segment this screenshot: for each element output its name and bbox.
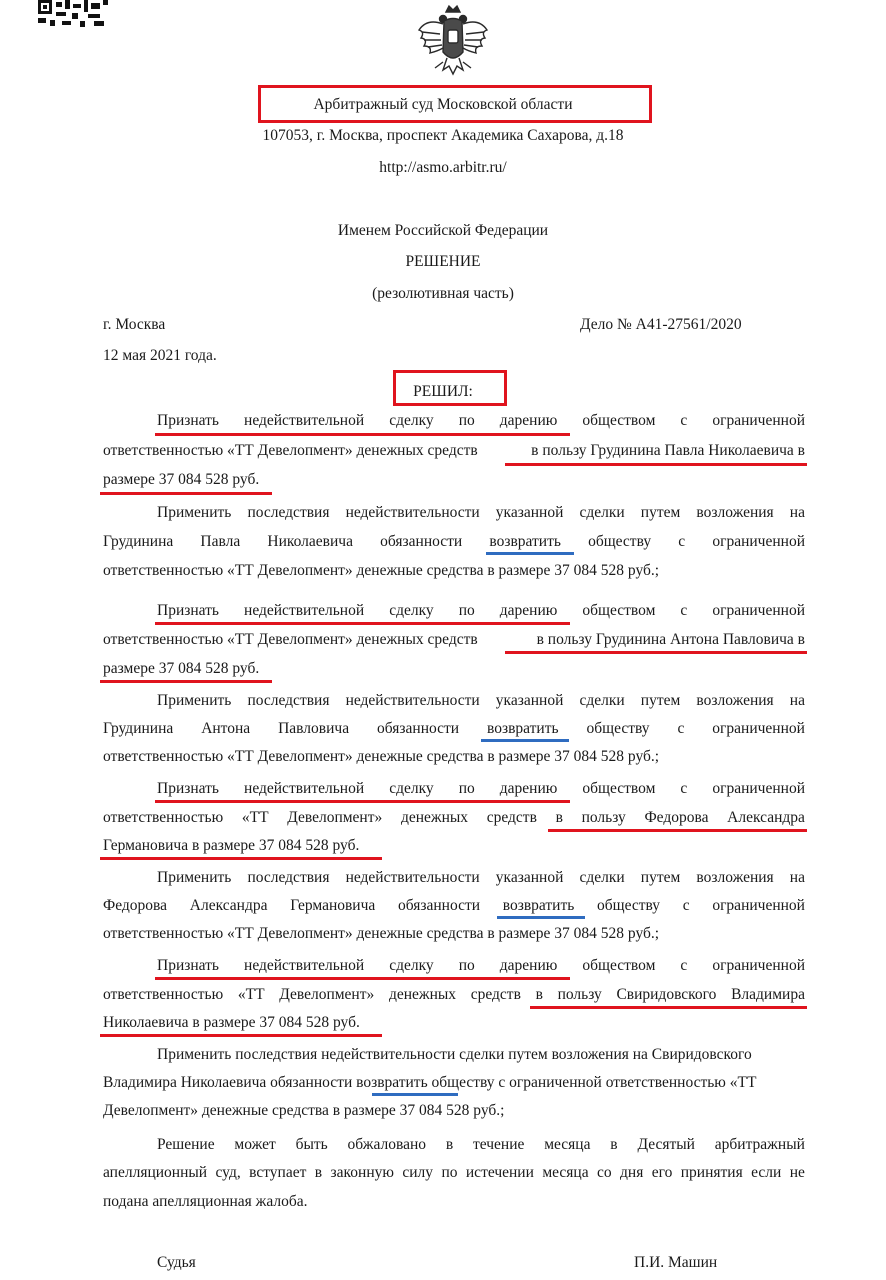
paragraph-8-line-3: Девелопмент» денежные средства в размере 37 084 528 руб.;: [103, 1102, 505, 1119]
red-underline: [100, 492, 272, 495]
paragraph-3-line-2: ответственностью «ТТ Девелопмент» денежных средств в пользу Грудинина Антона Павловича в: [103, 631, 805, 648]
paragraph-6-line-1: Применить последствия недействительности указанной сделки путем возложения на: [157, 869, 805, 886]
decision-date: 12 мая 2021 года.: [103, 347, 217, 364]
court-address: 107053, г. Москва, проспект Академика Сахарова, д.18: [262, 127, 624, 144]
paragraph-4-line-2: Грудинина Антона Павловича обязанности возвратить обществу с ограниченной: [103, 720, 805, 737]
judge-label: Судья: [157, 1254, 196, 1271]
red-underline: [155, 800, 570, 803]
blue-underline: [481, 739, 569, 742]
paragraph-5-line-3: Германовича в размере 37 084 528 руб.: [103, 837, 360, 854]
red-underline: [505, 651, 807, 654]
paragraph-4-line-3: ответственностью «ТТ Девелопмент» денежные средства в размере 37 084 528 руб.;: [103, 748, 660, 765]
red-underline: [505, 463, 807, 466]
decision-part: (резолютивная часть): [372, 285, 514, 302]
paragraph-2-line-1: Применить последствия недействительности указанной сделки путем возложения на: [157, 504, 805, 521]
paragraph-8-line-2: Владимира Николаевича обязанности возвратить обществу с ограниченной ответственностью «ТТ: [103, 1074, 757, 1091]
judge-name: П.И. Машин: [634, 1254, 718, 1271]
paragraph-7-line-3: Николаевича в размере 37 084 528 руб.: [103, 1014, 360, 1031]
red-underline: [100, 1034, 382, 1037]
paragraph-4-line-1: Применить последствия недействительности указанной сделки путем возложения на: [157, 692, 805, 709]
qr-code: [28, 0, 118, 28]
paragraph-7-line-2: ответственностью «ТТ Девелопмент» денежных средств в пользу Свиридовского Владимира: [103, 986, 805, 1003]
red-underline: [155, 622, 570, 625]
city: г. Москва: [103, 316, 166, 333]
paragraph-2-line-2: Грудинина Павла Николаевича обязанности возвратить обществу с ограниченной: [103, 533, 805, 550]
red-underline: [155, 433, 570, 436]
red-underline: [100, 857, 382, 860]
paragraph-6-line-2: Федорова Александра Германовича обязанности возвратить обществу с ограниченной: [103, 897, 805, 914]
paragraph-8-line-1: Применить последствия недействительности сделки путем возложения на Свиридовского: [157, 1046, 752, 1063]
paragraph-5-line-2: ответственностью «ТТ Девелопмент» денежных средств в пользу Федорова Александра: [103, 809, 805, 826]
paragraph-2-line-3: ответственностью «ТТ Девелопмент» денежные средства в размере 37 084 528 руб.;: [103, 562, 660, 579]
red-underline: [548, 829, 807, 832]
paragraph-9-line-2: апелляционный суд, вступает в законную силу по истечении месяца со дня его принятия если не: [103, 1164, 805, 1181]
resolved-highlight-box: [393, 370, 507, 406]
paragraph-3-line-3: размере 37 084 528 руб.: [103, 660, 260, 677]
paragraph-9-line-1: Решение может быть обжаловано в течение месяца в Десятый арбитражный: [157, 1136, 805, 1153]
case-number: Дело № А41-27561/2020: [580, 316, 742, 333]
paragraph-5-line-1: Признать недействительной сделку по дарению обществом с ограниченной: [157, 780, 805, 797]
blue-underline: [497, 916, 585, 919]
coat-of-arms-emblem: [413, 2, 493, 82]
in-the-name-of: Именем Российской Федерации: [337, 222, 549, 239]
red-underline: [100, 680, 272, 683]
red-underline: [155, 977, 570, 980]
paragraph-9-line-3: подана апелляционная жалоба.: [103, 1193, 308, 1210]
paragraph-6-line-3: ответственностью «ТТ Девелопмент» денежные средства в размере 37 084 528 руб.;: [103, 925, 660, 942]
blue-underline: [486, 552, 574, 555]
resolved-heading: РЕШИЛ:: [413, 383, 473, 400]
blue-underline: [372, 1093, 458, 1096]
court-name: Арбитражный суд Московской области: [313, 96, 573, 113]
paragraph-3-line-1: Признать недействительной сделку по дарению обществом с ограниченной: [157, 602, 805, 619]
paragraph-1-line-1: Признать недействительной сделку по дарению обществом с ограниченной: [157, 412, 805, 429]
red-underline: [530, 1006, 807, 1009]
court-website[interactable]: http://asmo.arbitr.ru/: [379, 159, 507, 176]
paragraph-7-line-1: Признать недействительной сделку по дарению обществом с ограниченной: [157, 957, 805, 974]
paragraph-1-line-3: размере 37 084 528 руб.: [103, 471, 260, 488]
decision-title: РЕШЕНИЕ: [405, 253, 481, 270]
paragraph-1-line-2: ответственностью «ТТ Девелопмент» денежных средств в пользу Грудинина Павла Николаевича в: [103, 442, 805, 459]
court-name-highlight-box: [258, 85, 652, 123]
